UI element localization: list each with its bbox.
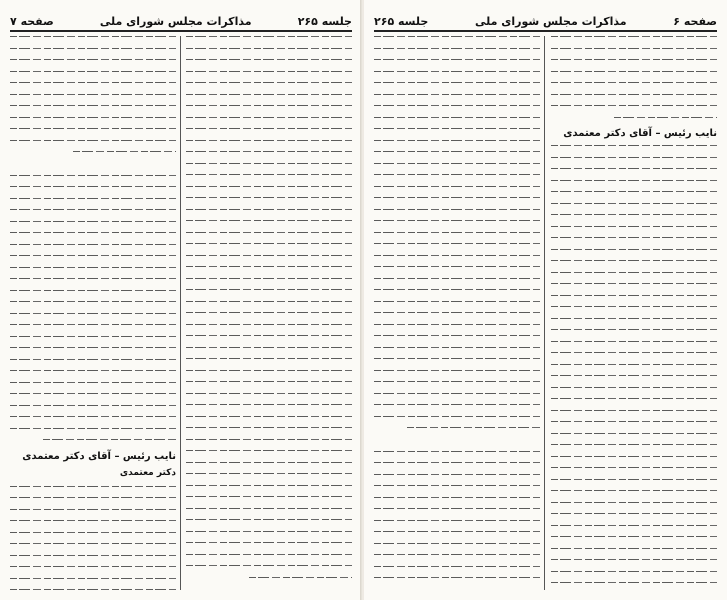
text-line	[551, 456, 717, 457]
left-page-column-right	[186, 36, 352, 590]
text-line	[10, 509, 176, 510]
text-line	[374, 59, 540, 60]
text-line	[186, 117, 352, 118]
text-line	[551, 318, 717, 319]
text-line	[551, 105, 717, 106]
text-line	[374, 140, 540, 141]
text-line	[10, 94, 176, 95]
right-page-number: صفحه ۶	[673, 15, 717, 28]
text-line	[374, 301, 540, 302]
text-line	[374, 232, 540, 233]
text-line	[186, 266, 352, 267]
text-line	[10, 105, 176, 106]
text-line	[551, 157, 717, 158]
text-line	[551, 571, 717, 572]
text-line	[186, 312, 352, 313]
text-line	[551, 48, 717, 49]
text-line	[10, 532, 176, 533]
text-line	[374, 393, 540, 394]
text-line	[186, 301, 352, 302]
text-line	[374, 48, 540, 49]
text-line	[186, 473, 352, 474]
text-line	[10, 244, 176, 245]
text-line	[374, 151, 540, 152]
text-line	[186, 59, 352, 60]
text-line	[186, 71, 352, 72]
text-line	[551, 306, 717, 307]
text-line	[10, 313, 176, 314]
text-line	[186, 243, 352, 244]
text-line	[10, 128, 176, 129]
text-line	[374, 347, 540, 348]
text-line	[10, 82, 176, 83]
text-line	[551, 191, 717, 192]
text-line	[186, 347, 352, 348]
text-line	[10, 566, 176, 567]
text-line	[186, 278, 352, 279]
text-line	[10, 36, 176, 37]
text-line	[186, 496, 352, 497]
text-line	[186, 542, 352, 543]
text-line	[10, 48, 176, 49]
text-line	[186, 485, 352, 486]
text-line	[10, 255, 176, 256]
text-line	[10, 555, 176, 556]
text-line	[10, 221, 176, 222]
text-line	[374, 312, 540, 313]
text-line	[551, 398, 717, 399]
text-line	[10, 140, 176, 141]
text-line	[551, 180, 717, 181]
text-line	[374, 174, 540, 175]
text-line	[374, 474, 540, 475]
text-line	[10, 347, 176, 348]
text-line	[374, 324, 540, 325]
text-line	[551, 71, 717, 72]
text-line	[10, 175, 176, 176]
text-line	[10, 359, 176, 360]
text-line	[374, 451, 540, 452]
text-line	[186, 128, 352, 129]
left-page-number: صفحه ۷	[10, 15, 54, 28]
text-line	[374, 543, 540, 544]
text-line	[10, 382, 176, 383]
text-line	[186, 508, 352, 509]
right-subheading: نایب رئیس – آقای دکتر معتمدی	[563, 128, 717, 139]
text-line	[10, 71, 176, 72]
text-line	[551, 329, 717, 330]
text-line	[10, 393, 176, 394]
text-line	[10, 405, 176, 406]
text-line	[186, 519, 352, 520]
text-line	[551, 421, 717, 422]
text-line	[551, 59, 717, 60]
text-line	[186, 140, 352, 141]
right-page-title: مذاکرات مجلس شورای ملی	[475, 15, 627, 28]
text-line	[614, 117, 717, 118]
text-line	[10, 278, 176, 279]
text-line	[374, 485, 540, 486]
text-line	[374, 520, 540, 521]
text-line	[374, 105, 540, 106]
text-line	[374, 82, 540, 83]
left-speaker: دکتر معتمدی	[119, 467, 176, 478]
text-line	[374, 266, 540, 267]
left-column-rule	[180, 36, 181, 590]
text-line	[186, 427, 352, 428]
text-line	[10, 59, 176, 60]
text-line	[186, 289, 352, 290]
text-line	[374, 243, 540, 244]
text-line	[551, 548, 717, 549]
text-line	[186, 220, 352, 221]
right-session-label: جلسه ۲۶۵	[374, 15, 429, 28]
text-line	[551, 410, 717, 411]
text-line	[186, 416, 352, 417]
text-line	[374, 566, 540, 567]
text-line	[551, 226, 717, 227]
text-line	[186, 450, 352, 451]
text-line	[186, 255, 352, 256]
text-line	[551, 341, 717, 342]
text-line	[374, 209, 540, 210]
right-page-column-left	[374, 36, 540, 590]
text-line	[10, 589, 176, 590]
text-line	[249, 577, 352, 578]
text-line	[551, 272, 717, 273]
text-line	[551, 203, 717, 204]
text-line	[374, 94, 540, 95]
text-line	[551, 536, 717, 537]
text-line	[374, 577, 540, 578]
text-line	[374, 289, 540, 290]
text-line	[374, 220, 540, 221]
text-line	[374, 497, 540, 498]
paragraph-gap	[10, 163, 176, 175]
text-line	[374, 186, 540, 187]
paragraph-gap	[374, 439, 540, 451]
text-line	[186, 232, 352, 233]
text-line	[374, 508, 540, 509]
text-line	[551, 249, 717, 250]
text-line	[374, 404, 540, 405]
text-line	[10, 370, 176, 371]
text-line	[551, 352, 717, 353]
text-line	[551, 525, 717, 526]
text-line	[374, 358, 540, 359]
text-line	[551, 94, 717, 95]
text-line	[186, 370, 352, 371]
text-line	[551, 214, 717, 215]
right-column-rule	[544, 36, 545, 590]
text-line	[407, 427, 540, 428]
text-line	[186, 174, 352, 175]
text-line	[10, 543, 176, 544]
text-line	[551, 467, 717, 468]
text-line	[10, 578, 176, 579]
text-line	[374, 117, 540, 118]
text-line	[10, 290, 176, 291]
text-line	[374, 370, 540, 371]
text-line	[186, 94, 352, 95]
text-line	[186, 393, 352, 394]
text-line	[374, 128, 540, 129]
text-line	[374, 416, 540, 417]
text-line	[186, 358, 352, 359]
text-line	[10, 232, 176, 233]
text-line	[374, 381, 540, 382]
text-line	[551, 36, 717, 37]
left-page-column-left	[10, 36, 176, 590]
text-line	[10, 520, 176, 521]
text-line	[374, 163, 540, 164]
text-line	[186, 197, 352, 198]
left-page	[0, 0, 363, 600]
text-line	[551, 433, 717, 434]
text-line	[551, 444, 717, 445]
text-line	[186, 48, 352, 49]
text-line	[186, 381, 352, 382]
text-line	[43, 439, 176, 440]
text-line	[10, 497, 176, 498]
text-line	[186, 36, 352, 37]
text-line	[551, 168, 717, 169]
text-line	[186, 531, 352, 532]
right-page-header	[374, 10, 717, 32]
text-line	[551, 295, 717, 296]
text-line	[374, 335, 540, 336]
left-session-label: جلسه ۲۶۵	[297, 15, 352, 28]
text-line	[186, 439, 352, 440]
text-line	[551, 260, 717, 261]
text-line	[73, 151, 176, 152]
left-page-header	[10, 10, 352, 32]
text-line	[551, 375, 717, 376]
text-line	[374, 255, 540, 256]
text-line	[551, 237, 717, 238]
text-line	[186, 209, 352, 210]
text-line	[551, 364, 717, 365]
text-line	[374, 71, 540, 72]
text-line	[551, 82, 717, 83]
text-line	[374, 36, 540, 37]
text-line	[10, 117, 176, 118]
text-line	[186, 565, 352, 566]
right-page	[364, 0, 727, 600]
text-line	[10, 428, 176, 429]
text-line	[10, 209, 176, 210]
text-line	[551, 387, 717, 388]
text-line	[551, 479, 717, 480]
text-line	[10, 186, 176, 187]
text-line	[186, 82, 352, 83]
left-page-title: مذاکرات مجلس شورای ملی	[99, 15, 252, 28]
text-line	[551, 490, 717, 491]
text-line	[186, 335, 352, 336]
left-subheading: نایب رئیس – آقای دکتر معتمدی	[22, 450, 176, 462]
text-line	[551, 559, 717, 560]
text-line	[10, 336, 176, 337]
text-line	[551, 502, 717, 503]
text-line	[374, 531, 540, 532]
text-line	[186, 554, 352, 555]
text-line	[374, 554, 540, 555]
text-line	[186, 404, 352, 405]
text-line	[10, 198, 176, 199]
text-line	[186, 186, 352, 187]
text-line	[551, 513, 717, 514]
text-line	[10, 324, 176, 325]
right-page-column-right	[551, 36, 717, 590]
text-line	[186, 324, 352, 325]
text-line	[374, 278, 540, 279]
text-line	[10, 486, 176, 487]
text-line	[551, 582, 717, 583]
text-line	[10, 301, 176, 302]
text-line	[10, 416, 176, 417]
text-line	[551, 283, 717, 284]
text-line	[551, 145, 717, 146]
text-line	[186, 163, 352, 164]
text-line	[374, 462, 540, 463]
text-line	[186, 462, 352, 463]
text-line	[186, 151, 352, 152]
text-line	[186, 105, 352, 106]
text-line	[374, 197, 540, 198]
text-line	[10, 267, 176, 268]
